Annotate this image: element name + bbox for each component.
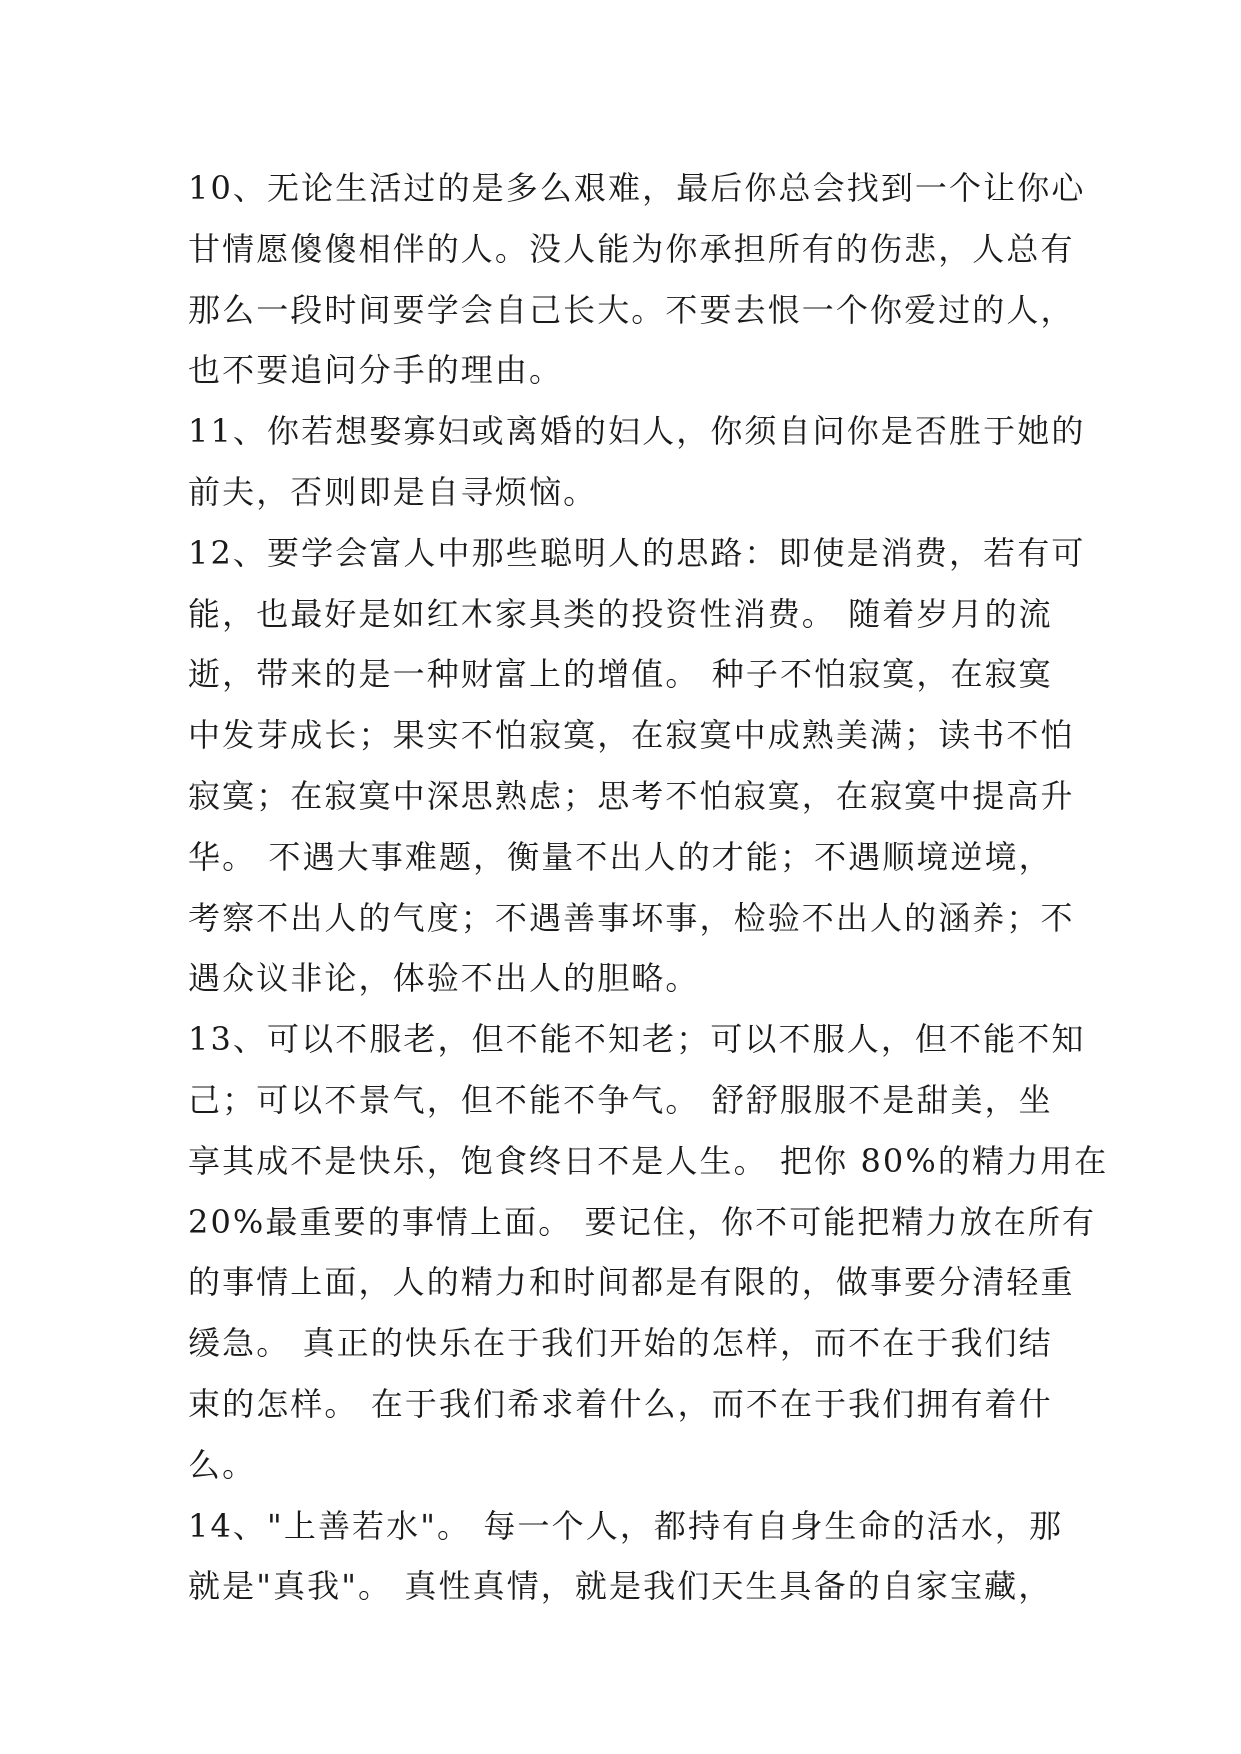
text-line: 13、可以不服老，但不能不知老；可以不服人，但不能不知 (188, 1020, 1086, 1059)
text-line: 前夫，否则即是自寻烦恼。 (188, 472, 598, 511)
text-line: 11、你若想娶寡妇或离婚的妇人，你须自问你是否胜于她的 (188, 412, 1086, 451)
text-line: 甘情愿傻傻相伴的人。没人能为你承担所有的伤悲，人总有 (188, 229, 1075, 268)
text-line: 也不要追问分手的理由。 (188, 351, 564, 390)
text-line: 10、无论生活过的是多么艰难，最后你总会找到一个让你心 (188, 169, 1086, 207)
text-line: 那么一段时间要学会自己长大。不要去恨一个你爱过的人， (188, 290, 1075, 329)
text-line: 能，也最好是如红木家具类的投资性消费。 随着岁月的流 (188, 594, 1053, 633)
text-line: 束的怎样。 在于我们希求着什么，而不在于我们拥有着什 (188, 1384, 1053, 1423)
text-line: 就是"真我"。 真性真情，就是我们天生具备的自家宝藏， (188, 1567, 1053, 1606)
text-line: 20%最重要的事情上面。 要记住，你不可能把精力放在所有 (188, 1202, 1097, 1241)
text-line: 考察不出人的气度；不遇善事坏事，检验不出人的涵养；不 (188, 898, 1075, 937)
text-line: 的事情上面，人的精力和时间都是有限的，做事要分清轻重 (188, 1263, 1075, 1302)
text-line: 逝，带来的是一种财富上的增值。 种子不怕寂寞，在寂寞 (188, 655, 1053, 694)
text-line: 缓急。 真正的快乐在于我们开始的怎样，而不在于我们结 (188, 1324, 1053, 1363)
text-line: 12、要学会富人中那些聪明人的思路：即使是消费，若有可 (188, 533, 1086, 572)
text-line: 己；可以不景气，但不能不争气。 舒舒服服不是甜美，坐 (188, 1080, 1053, 1119)
document-body (188, 158, 1109, 1617)
text-line: 中发芽成长；果实不怕寂寞，在寂寞中成熟美满；读书不怕 (188, 716, 1075, 755)
text-line: 遇众议非论，体验不出人的胆略。 (188, 959, 700, 998)
text-line: 14、"上善若水"。 每一个人，都持有自身生命的活水，那 (188, 1506, 1064, 1545)
text-line: 么。 (188, 1445, 257, 1484)
text-line: 华。 不遇大事难题，衡量不出人的才能；不遇顺境逆境， (188, 837, 1053, 876)
text-line: 享其成不是快乐，饱食终日不是人生。 把你 80%的精力用在 (188, 1141, 1109, 1180)
text-line: 寂寞；在寂寞中深思熟虑；思考不怕寂寞，在寂寞中提高升 (188, 776, 1075, 815)
